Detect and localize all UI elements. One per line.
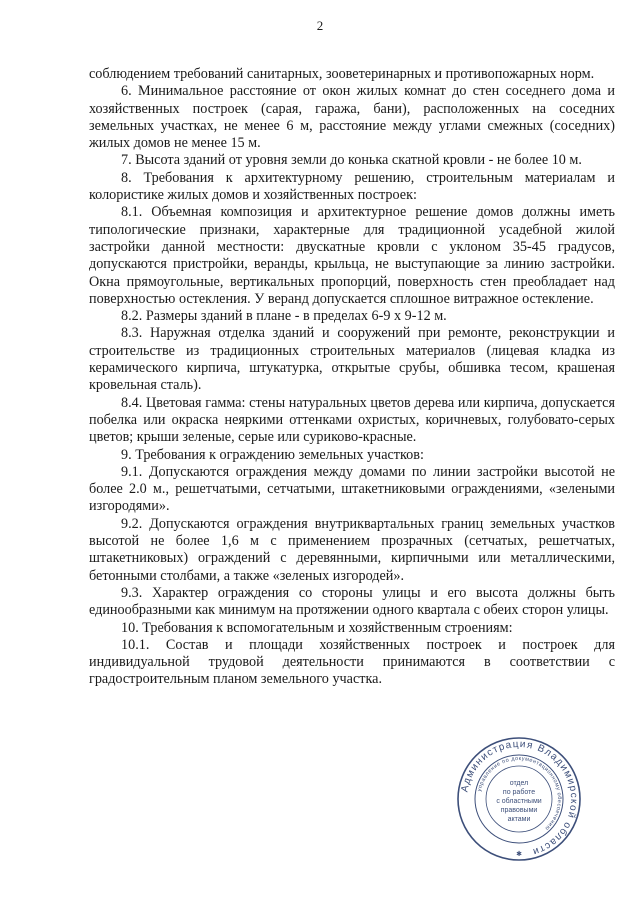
paragraph-10-1: 10.1. Состав и площади хозяйственных построек и построек для индивидуальной трудовой деятельности принимаются в соответствии с градостроительным планом земельного участка. [89, 636, 615, 688]
seal-graphic [455, 735, 583, 863]
seal-star-icon: ✱ [516, 850, 522, 858]
seal-center-line-2: по работе [502, 789, 536, 796]
seal-center-line-5: актами [507, 816, 531, 823]
paragraph-norms-continuation: соблюдением требований санитарных, зооветеринарных и противопожарных норм. [89, 66, 595, 82]
paragraph-7: 7. Высота зданий от уровня земли до конька скатной кровли - не более 10 м. [121, 152, 582, 169]
paragraph-8-3: 8.3. Наружная отделка зданий и сооружений при ремонте, реконструкции и строительстве из традиционных строительных материалов (лицевая кладка из керамического кирпича, штукатурка, открытые срубы, обшивка тесом, крашеная кровельная сталь). [89, 325, 615, 394]
document-body [89, 66, 615, 689]
paragraph-8-4: 8.4. Цветовая гамма: стены натуральных цветов дерева или кирпича, допускается побелка или окраска неяркими оттенками охристых, коричневых, голубовато-серых цветов; крыши зеленые, серые или суриково-красные. [89, 394, 615, 446]
seal-outer-text: Администрация Владимирской области [459, 738, 580, 858]
official-seal-stamp [455, 735, 583, 863]
paragraph-8-2: 8.2. Размеры зданий в плане - в пределах 6-9 х 9-12 м. [121, 308, 447, 325]
paragraph-9-3: 9.3. Характер ограждения со стороны улицы и его высота должны быть единообразными как минимум на протяжении одного квартала с обеих сторон улицы. [89, 584, 615, 619]
paragraph-8-1: 8.1. Объемная композиция и архитектурное решение домов должны иметь типологические признаки, характерные для традиционной усадебной жилой застройки данной местности: двускатные кровли с уклоном 35-45 градусов, допускаются пристройки, веранды, крыльца, не выступающие за линию застройки. Окна прямоугольные, вертикальных пропорций, поверхность стен преобладает над поверхностью остекления. У веранд допускается сплошное витражное остекление. [89, 204, 615, 307]
seal-center-line-3: с областными [496, 798, 542, 805]
paragraph-9: 9. Требования к ограждению земельных участков: [121, 446, 424, 463]
paragraph-9-1: 9.1. Допускаются ограждения между домами по линии застройки высотой не более 2.0 м., решетчатыми, сетчатыми, штакетниковыми ограждениями, «зелеными изгородями». [89, 463, 615, 515]
seal-inner-ring-text: управление по документационному обеспечению [476, 755, 563, 832]
paragraph-8: 8. Требования к архитектурному решению, строительным материалам и колористике жилых домов и хозяйственных построек: [89, 169, 615, 204]
paragraph-10: 10. Требования к вспомогательным и хозяйственным строениям: [121, 619, 513, 636]
page-number: 2 [316, 18, 324, 33]
seal-center-line-1: отдел [509, 780, 529, 787]
seal-center-line-4: правовыми [500, 807, 538, 814]
paragraph-6: 6. Минимальное расстояние от окон жилых комнат до стен соседнего дома и хозяйственных построек (сарая, гаража, бани), расположенных на соседних земельных участках, не менее 6 м, расстояние между углами смежных (соседних) жилых домов не менее 15 м. [89, 83, 615, 152]
paragraph-9-2: 9.2. Допускаются ограждения внутриквартальных границ земельных участков высотой не более 1,6 м с применением прозрачных (сетчатых, решетчатых, штакетниковых) ограждений с деревянными, кирпичными или металлическими, бетонными столбами, а также «зеленых изгородей». [89, 515, 615, 584]
